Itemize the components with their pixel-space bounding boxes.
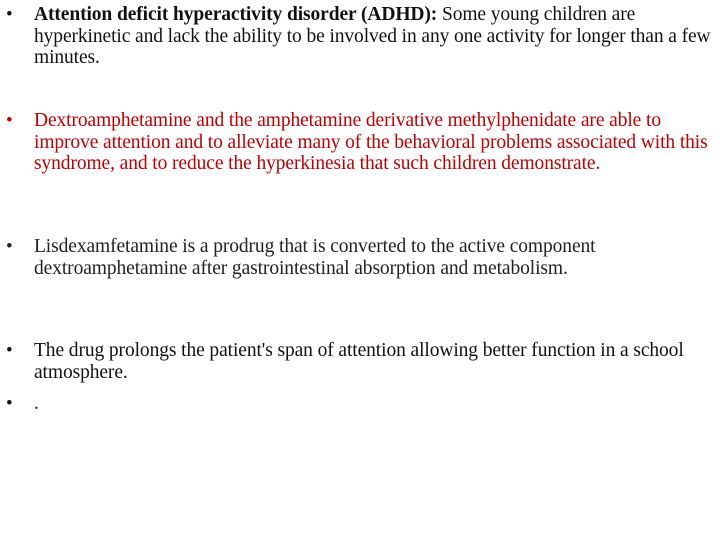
- bullet-marker: •: [6, 236, 13, 257]
- bullet-empty: [0, 393, 718, 415]
- bullet-text: .: [34, 393, 39, 414]
- bullet-marker: •: [6, 340, 13, 361]
- bullet-text: Dextroamphetamine and the amphetamine derivative methylphenidate are able to improve attention and to alleviate many of the behavioral problems associated with this syndrome, and to reduce the hyperkinesia that such children demonstrate.: [34, 110, 708, 174]
- bullet-marker: •: [6, 4, 13, 25]
- bullet-marker: •: [6, 393, 13, 414]
- bullet-lead-term: Attention deficit hyperactivity disorder (ADHD):: [34, 4, 438, 25]
- bullet-adhd-definition: [0, 4, 718, 69]
- bullet-text: [34, 4, 718, 69]
- bullet-lisdexamfetamine: [0, 236, 718, 279]
- bullet-marker: •: [6, 110, 13, 131]
- bullet-attention-span: [0, 340, 718, 383]
- bullet-body: Some young children are hyperkinetic and lack the ability to be involved in any one activity for longer than a few minutes.: [34, 4, 711, 68]
- bullet-text: The drug prolongs the patient's span of attention allowing better function in a school atmosphere.: [34, 340, 684, 383]
- bullet-dextroamphetamine: [0, 110, 718, 175]
- bullet-text: Lisdexamfetamine is a prodrug that is converted to the active component dextroamphetamine after gastrointestinal absorption and metabolism.: [34, 236, 596, 279]
